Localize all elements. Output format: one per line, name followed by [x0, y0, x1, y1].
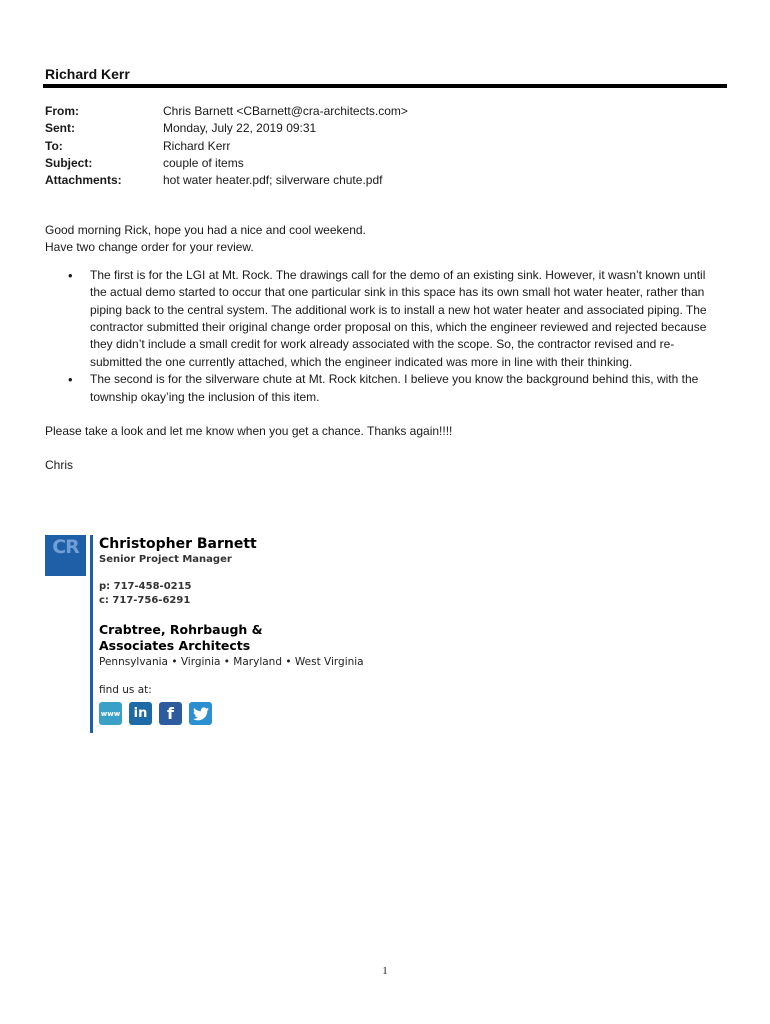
phone-office[interactable]: p: 717-458-0215 [99, 581, 192, 592]
signature-content [99, 535, 364, 725]
social-links [99, 702, 364, 725]
facebook-icon[interactable]: f [159, 702, 182, 725]
header-label: Attachments: [45, 173, 122, 188]
signature-states: Pennsylvania • Virginia • Maryland • West Virginia [99, 656, 364, 668]
signature-phones [99, 580, 364, 608]
phone-cell[interactable]: c: 717-756-6291 [99, 595, 191, 606]
intro-line: Have two change order for your review. [45, 240, 254, 255]
header-value-attachments[interactable]: hot water heater.pdf; silverware chute.pdf [163, 173, 383, 188]
header-row-from [45, 103, 408, 120]
bullet-list [45, 267, 735, 406]
header-value-sent: Monday, July 22, 2019 09:31 [163, 121, 317, 136]
linkedin-icon[interactable]: in [129, 702, 152, 725]
document-title: Richard Kerr [45, 66, 130, 82]
email-signature [45, 535, 445, 735]
company-logo: CR [45, 535, 86, 576]
list-item: • The second is for the silverware chute at Mt. Rock kitchen. I believe you know the background behind this, with the township okay’ing the inclusion of this item. [90, 371, 735, 406]
twitter-icon[interactable] [189, 702, 212, 725]
header-row-to [45, 138, 408, 155]
header-value-from: Chris Barnett <CBarnett@cra-architects.com> [163, 104, 408, 118]
signature-role: Senior Project Manager [99, 554, 232, 565]
closing-line: Please take a look and let me know when you get a chance. Thanks again!!!! [45, 424, 453, 439]
page-number: 1 [382, 965, 388, 977]
greeting-line: Good morning Rick, hope you had a nice and cool weekend. [45, 223, 366, 237]
title-rule [43, 84, 727, 88]
signature-name: Christopher Barnett [99, 536, 257, 552]
signature-accent-bar [90, 535, 93, 733]
header-label: Sent: [45, 121, 75, 136]
email-body [45, 222, 735, 475]
header-label: To: [45, 138, 63, 153]
header-row-attachments [45, 172, 408, 189]
www-icon[interactable]: www [99, 702, 122, 725]
email-headers [45, 103, 408, 189]
header-label: Subject: [45, 155, 93, 170]
header-row-sent [45, 120, 408, 137]
find-us-label: find us at: [99, 684, 152, 696]
signoff: Chris [45, 458, 74, 473]
header-value-subject: couple of items [163, 155, 244, 170]
signature-company: Crabtree, Rohrbaugh & Associates Architects [99, 622, 263, 653]
header-label: From: [45, 104, 79, 118]
header-value-to: Richard Kerr [163, 138, 231, 153]
header-row-subject [45, 155, 408, 172]
list-item: • The first is for the LGI at Mt. Rock. The drawings call for the demo of an existing sink. However, it wasn’t known until the actual demo started to occur that one particular sink in this space has its own small hot water heater, rather than piping back to the central system. The additional work is to install a new hot water heater and associated piping. The contractor submitted their original change order proposal on this, which the engineer reviewed and rejected because they didn’t include a small credit for work already associated with the scope. So, the contractor revised and re-submitted the one currently attached, which the engineer indicated was more in line with their thinking. [90, 267, 735, 371]
twitter-bird-icon [193, 707, 209, 721]
